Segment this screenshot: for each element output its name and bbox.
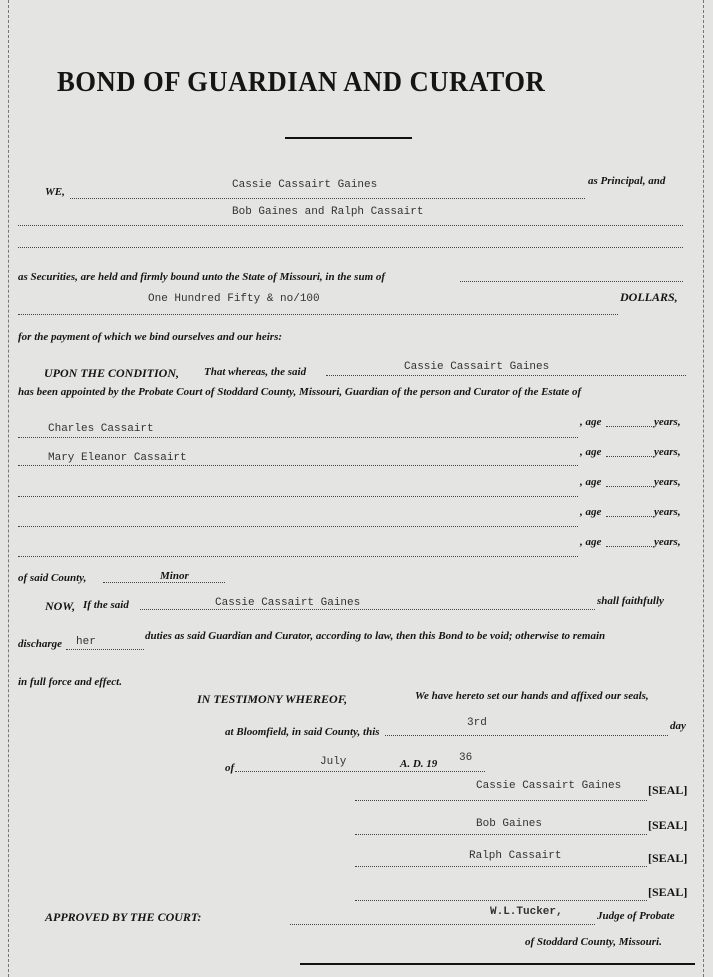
testimony-label: IN TESTIMONY WHEREOF, bbox=[197, 692, 348, 706]
now-line bbox=[140, 609, 595, 610]
years-label: years, bbox=[654, 536, 681, 548]
approved-label: APPROVED BY THE COURT: bbox=[45, 910, 202, 924]
condition-label: UPON THE CONDITION, bbox=[44, 366, 179, 380]
day-value: 3rd bbox=[467, 717, 487, 729]
day-line bbox=[385, 735, 668, 736]
document-title: BOND OF GUARDIAN AND CURATOR bbox=[57, 66, 546, 98]
page-border-right bbox=[703, 0, 704, 977]
year-value: 36 bbox=[459, 752, 473, 764]
pronoun-line bbox=[66, 649, 144, 650]
principal-line bbox=[70, 198, 585, 199]
judge-county: of Stoddard County, Missouri. bbox=[525, 936, 662, 948]
title-rule bbox=[285, 137, 412, 139]
bottom-rule bbox=[300, 963, 695, 965]
years-label: years, bbox=[654, 446, 681, 458]
now-name: Cassie Cassairt Gaines bbox=[215, 597, 361, 609]
duties-text: duties as said Guardian and Curator, according to law, then this Bond to be void; otherwise to remain bbox=[145, 630, 606, 642]
seal-label: [SEAL] bbox=[648, 851, 688, 865]
condition-text: That whereas, the said bbox=[204, 366, 307, 378]
shall-faithfully: shall faithfully bbox=[597, 595, 664, 607]
sum-amount-line bbox=[18, 314, 618, 315]
seal-label: [SEAL] bbox=[648, 885, 688, 899]
dollars-label: DOLLARS, bbox=[620, 290, 678, 304]
sum-line bbox=[460, 281, 683, 282]
minor-line bbox=[103, 582, 225, 583]
judge-line bbox=[290, 924, 595, 925]
discharge-pronoun: her bbox=[76, 636, 96, 648]
years-label: years, bbox=[654, 476, 681, 488]
age-label: , age bbox=[580, 476, 602, 488]
full-force-text: in full force and effect. bbox=[18, 676, 122, 688]
seal-label: [SEAL] bbox=[648, 818, 688, 832]
minor-name: Charles Cassairt bbox=[48, 423, 154, 435]
age-label: , age bbox=[580, 536, 602, 548]
appointed-text: has been appointed by the Probate Court of Stoddard County, Missouri, Guardian of the person and Curator of the Estate of bbox=[18, 386, 582, 398]
signature-name: Ralph Cassairt bbox=[469, 850, 562, 862]
signature-name: Cassie Cassairt Gaines bbox=[476, 780, 622, 792]
principal-name: Cassie Cassairt Gaines bbox=[232, 179, 378, 191]
judge-title: Judge of Probate bbox=[597, 910, 675, 922]
date-line bbox=[235, 771, 485, 772]
month-value: July bbox=[320, 756, 347, 768]
of-label: of bbox=[225, 762, 235, 774]
age-label: , age bbox=[580, 446, 602, 458]
securities-text: as Securities, are held and firmly bound unto the State of Missouri, in the sum of bbox=[18, 271, 386, 283]
minor-label: Minor bbox=[160, 570, 189, 582]
seal-label: [SEAL] bbox=[648, 783, 688, 797]
sum-amount: One Hundred Fifty & no/100 bbox=[148, 293, 320, 305]
age-label: , age bbox=[580, 416, 602, 428]
securities-names: Bob Gaines and Ralph Cassairt bbox=[232, 206, 424, 218]
now-text: If the said bbox=[83, 599, 129, 611]
condition-line bbox=[326, 375, 686, 376]
securities-line bbox=[18, 225, 683, 226]
years-label: years, bbox=[654, 506, 681, 518]
payment-text: for the payment of which we bind ourselves and our heirs: bbox=[18, 331, 283, 343]
blank-line bbox=[18, 247, 683, 248]
we-label: WE, bbox=[45, 186, 65, 198]
as-principal-label: as Principal, and bbox=[588, 175, 666, 187]
years-label: years, bbox=[654, 416, 681, 428]
of-said-county: of said County, bbox=[18, 572, 87, 584]
now-label: NOW, bbox=[45, 599, 76, 613]
age-label: , age bbox=[580, 506, 602, 518]
testimony-text: We have hereto set our hands and affixed our seals, bbox=[415, 690, 649, 702]
discharge-label: discharge bbox=[18, 638, 62, 650]
minor-name: Mary Eleanor Cassairt bbox=[48, 452, 187, 464]
day-label: day bbox=[670, 720, 686, 732]
judge-name: W.L.Tucker, bbox=[490, 906, 563, 918]
ad-label: A. D. 19 bbox=[400, 758, 438, 770]
signature-name: Bob Gaines bbox=[476, 818, 543, 830]
page-border-left bbox=[8, 0, 9, 977]
condition-name: Cassie Cassairt Gaines bbox=[404, 361, 550, 373]
bloomfield-text: at Bloomfield, in said County, this bbox=[225, 726, 380, 738]
